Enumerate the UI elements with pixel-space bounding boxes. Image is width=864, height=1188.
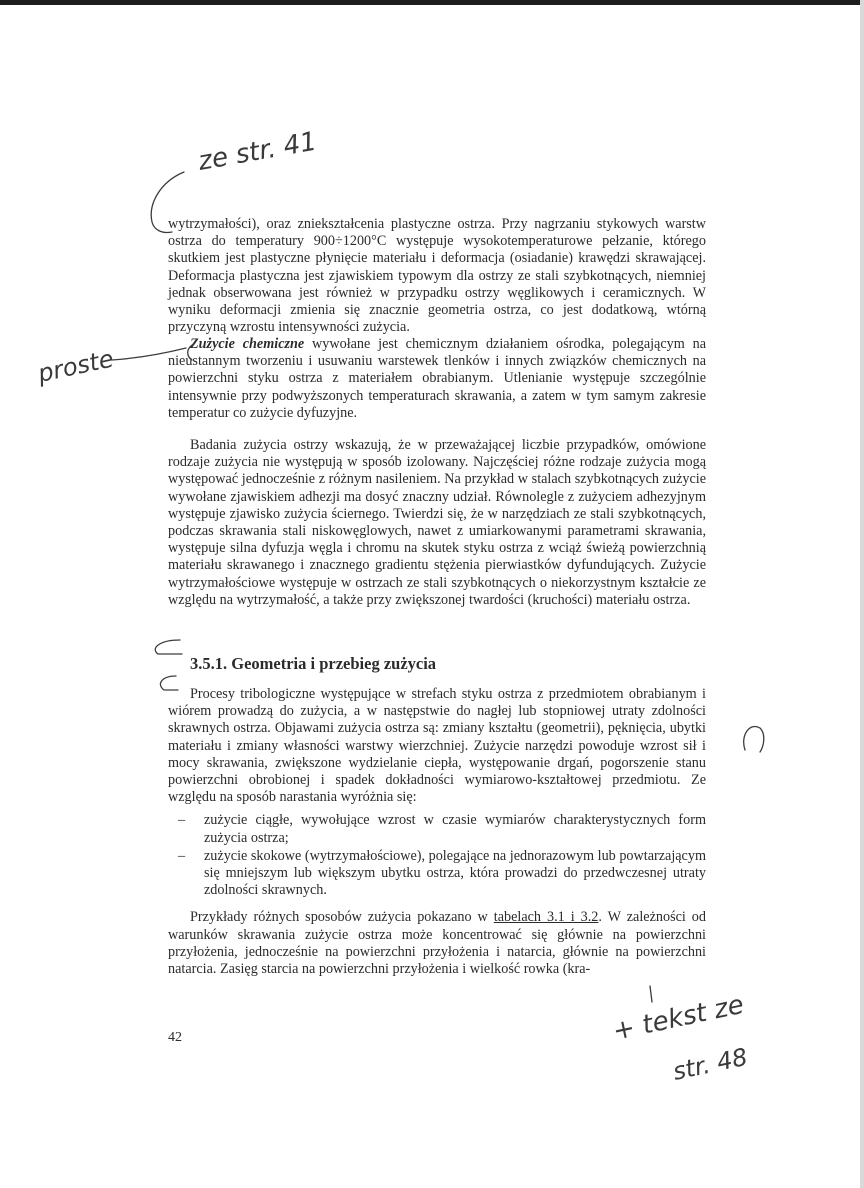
closing-text-end: . W zależności od warunków skrawania zużycie ostrza może koncentrować się głównie na powierzchni przyłożenia, jednocześnie na powierzchni przyłożenia i natarcia, głównie na powierzchni natarcia. Zasięg starcia na powierzchni przyłożenia i wielkość rowka (kra-: [168, 909, 706, 978]
handwritten-note-left: proste: [35, 344, 117, 388]
handwritten-note-bottom-2: str. 48: [670, 1042, 750, 1086]
handwritten-note-top: ze str. 41: [196, 126, 319, 177]
paragraph-continued: wytrzymałości), oraz zniekształcenia plastyczne ostrza. Przy nagrzaniu stykowych warstw ostrza do temperatury 900÷1200°C występuje wysokotemperaturowe pełzanie, którego skutkiem jest plastyczne płynięcie materiału i deformacja (osiadanie) krawędzi skrawającej. Deformacja plastyczna jest zjawiskiem typowym dla ostrzy ze stali szybkotnących, niemniej jednak obserwowana jest również w przypadku ostrzy węglikowych i ceramicznych. W wyniku deformacji zmienia się znacznie geometria ostrza, co jest dodatkową, wtórną przyczyną wzrostu intensywności zużycia.: [168, 216, 706, 336]
margin-mark-right: [744, 727, 764, 752]
paragraph-wear-research: Badania zużycia ostrzy wskazują, że w przeważającej liczbie przypadków, omówione rodzaje zużycia nie występują w sposób izolowany. Najczęściej różne rodzaje zużycia mogą występować jednocześnie z różnym nasileniem. Na przykład w stalach szybkotnących zużycie wywołane zjawiskiem adhezji ma dosyć znaczny udział. Równolegle z zużyciem adhezyjnym występuje zjawisko zużycia ściernego. Twierdzi się, że w narzędziach ze stali szybkotnących, podczas skrawania stali niskowęglowych, nawet z umiarkowanymi parametrami skrawania, występuje silna dyfuzja węgla i chromu na skutek styku ostrza z wciąż świeżą powierzchnią materiału skrawanego i znacznego gradientu stężenia pierwiastków dyfundujących. Zużycie wytrzymałościowe występuje w ostrzach ze stali szybkotnących o niekorzystnym kształcie ze względu na wytrzymałość, a także przy zwiększonej twardości (kruchości) materiału ostrza.: [168, 437, 706, 608]
paragraph-chemical-wear-text: wywołane jest chemicznym działaniem ośrodka, polegającym na nieustannym tworzeniu i usuwaniu warstewek tlenków i innych związków chemicznych na powierzchni styku ostrza z materiałem obrabianym. Utlenianie występuje szczególnie intensywnie przy podwyższonych temperaturach skrawania, a zatem w tym samym zakresie temperatur co zużycie dyfuzyjne.: [168, 336, 706, 421]
section-heading: 3.5.1. Geometria i przebieg zużycia: [190, 654, 437, 673]
handwritten-note-bottom-1: + tekst ze: [610, 989, 747, 1047]
closing-paragraph: [168, 909, 706, 978]
bracket-heading-upper: [155, 640, 182, 654]
text-block-wear-research: [168, 437, 706, 609]
scan-right-edge: [860, 0, 864, 1188]
table-reference-link[interactable]: tabelach 3.1 i 3.2: [493, 909, 599, 926]
section-intro-paragraph: Procesy tribologiczne występujące w strefach styku ostrza z przedmiotem obrabianym i wiórem prowadzą do zużycia, a w następstwie do nagłej lub stopniowej utraty zdolności skrawnych ostrza. Objawami zużycia ostrza są: zmiany kształtu (geometrii), pęknięcia, ubytki materiału i zmiany własności warstwy wierzchniej. Zużycie narzędzi powoduje wzrost sił i mocy skrawania, zwiększone wydzielanie ciepła, występowanie drgań, pogorszenie stanu powierzchni obrobionej i spadek dokładności wymiarowo-kształtowej przedmiotu. Ze względu na sposób narastania wyróżnia się:: [168, 686, 706, 806]
list-item-text: zużycie skokowe (wytrzymałościowe), polegające na jednorazowym lub powtarzającym się mniejszym lub większym ubytku ostrza, która prowadzi do przedwczesnej utraty zdolności skrawnych.: [204, 847, 706, 899]
text-block-chemical-wear: [168, 336, 706, 422]
scan-top-edge: [0, 0, 864, 5]
list-item-text: zużycie ciągłe, wywołujące wzrost w czasie wymiarów charakterystycznych form zużycia ostrza;: [204, 812, 706, 846]
closing-text-start: Przykłady różnych sposobów zużycia pokazano w: [190, 909, 494, 926]
page-number: 42: [168, 1030, 182, 1045]
list-dash: –: [178, 847, 186, 864]
text-block-continued: [168, 216, 706, 336]
term-chemical-wear: Zużycie chemiczne: [190, 336, 305, 352]
list-item: [168, 848, 706, 900]
cursor-mark: [650, 986, 652, 1002]
list-item: [168, 812, 706, 846]
wear-types-list: [168, 812, 706, 899]
section-body: [168, 686, 706, 978]
paragraph-chemical-wear: [168, 336, 706, 422]
list-dash: –: [178, 812, 186, 829]
